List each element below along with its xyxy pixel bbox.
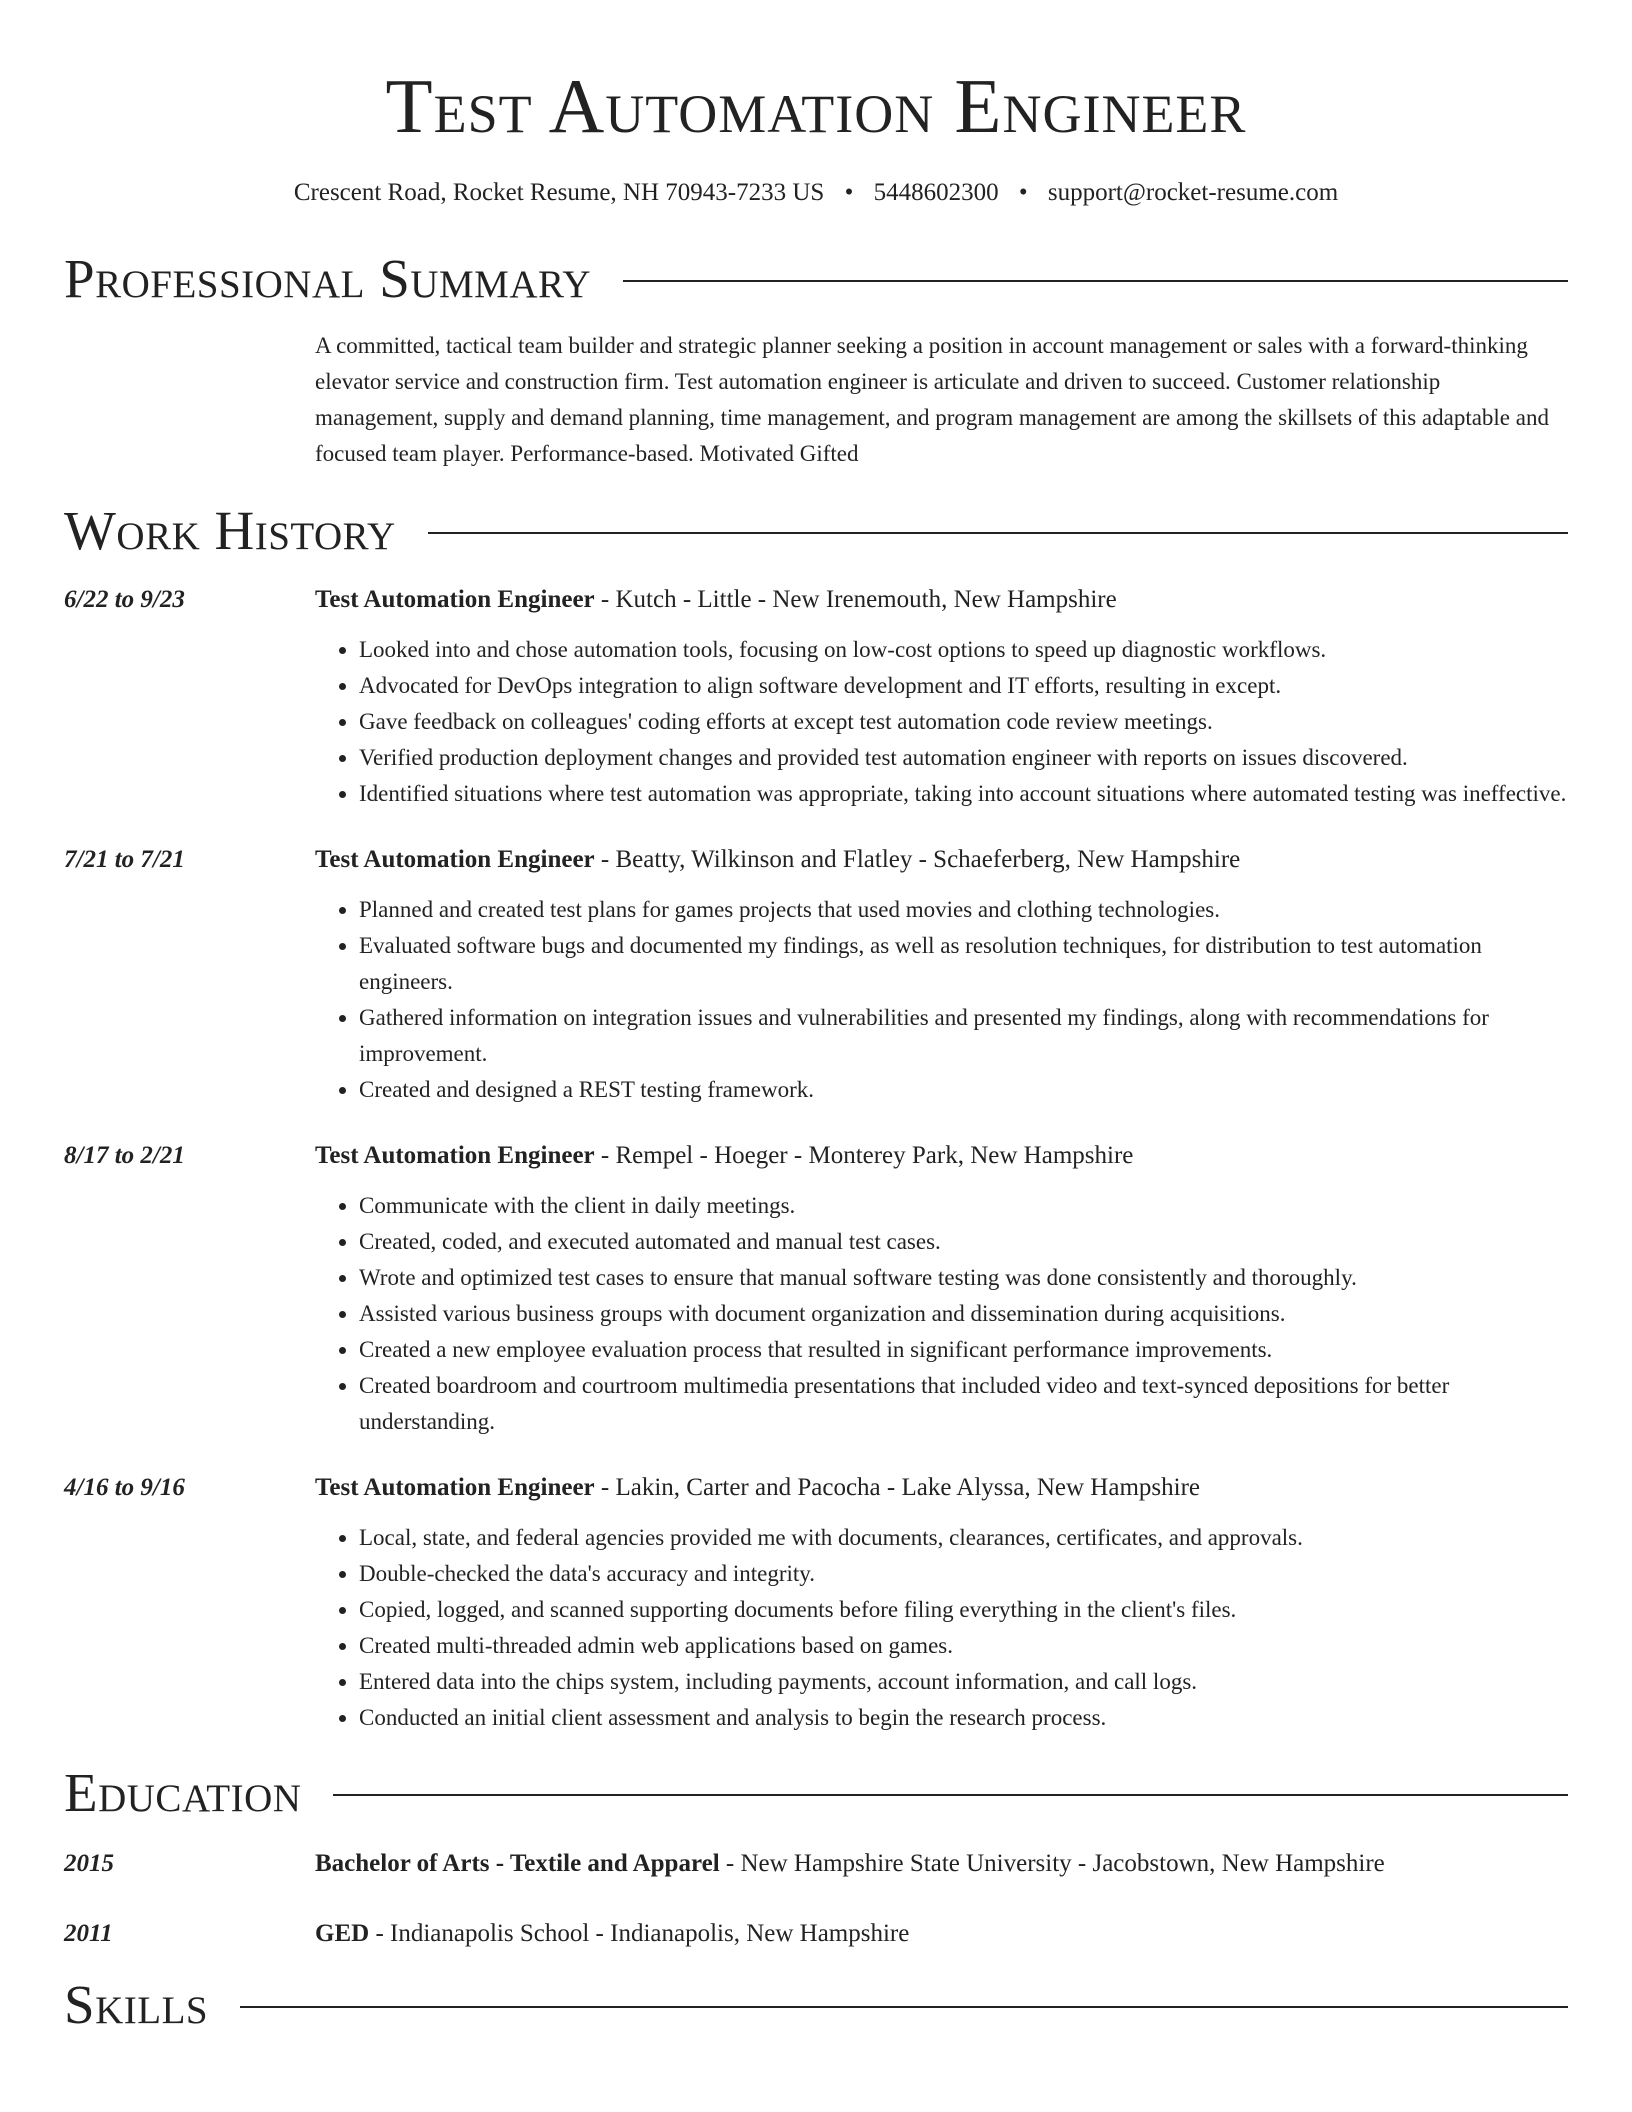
list-item: • Assisted various business groups with document organization and dissemination during acquisitions.	[359, 1296, 1568, 1332]
list-item: • Entered data into the chips system, including payments, account information, and call logs.	[359, 1664, 1568, 1700]
list-item: • Created a new employee evaluation process that resulted in significant performance improvements.	[359, 1332, 1568, 1368]
job-heading	[315, 842, 1568, 878]
contact-address: Crescent Road, Rocket Resume, NH 70943-7233 US	[293, 179, 825, 206]
list-item: • Wrote and optimized test cases to ensure that manual software testing was done consistently and thoroughly.	[359, 1260, 1568, 1296]
list-item: • Communicate with the client in daily meetings.	[359, 1188, 1568, 1224]
list-item: • Double-checked the data's accuracy and integrity.	[359, 1556, 1568, 1592]
job-entry	[64, 1138, 1568, 1440]
job-dates: 8/17 to 2/21	[64, 1142, 185, 1169]
education-heading	[315, 1846, 1568, 1882]
education-school: - Indianapolis School - Indianapolis, New Hampshire	[369, 1920, 910, 1947]
list-item: • Verified production deployment changes and provided test automation engineer with reports on issues discovered.	[359, 740, 1568, 776]
education-section-title: Education	[64, 1762, 302, 1823]
job-bullets	[315, 632, 1568, 812]
job-bullets	[315, 1520, 1568, 1736]
contact-phone: 5448602300	[873, 179, 999, 206]
education-entry	[64, 1916, 1568, 1952]
list-item: • Evaluated software bugs and documented my findings, as well as resolution techniques, for distribution to test automation engineers.	[359, 928, 1568, 1000]
section-divider	[240, 2006, 1568, 2008]
job-entry	[64, 582, 1568, 812]
section-divider	[623, 280, 1568, 282]
education-degree: Bachelor of Arts - Textile and Apparel	[315, 1850, 720, 1877]
job-entry	[64, 842, 1568, 1108]
skills-section-title: Skills	[64, 1974, 209, 2035]
job-employer: - Beatty, Wilkinson and Flatley - Schaeferberg, New Hampshire	[594, 846, 1241, 873]
job-dates: 6/22 to 9/23	[64, 586, 185, 613]
job-role: Test Automation Engineer	[315, 1142, 595, 1169]
summary-text: A committed, tactical team builder and strategic planner seeking a position in account management or sales with a forward-thinking elevator service and construction firm. Test automation engineer is articulate and driven to succeed. Customer relationship management, supply and demand planning, time management, and program management are among the skillsets of this adaptable and focused team player. Performance-based. Motivated Gifted	[315, 333, 1549, 466]
list-item: • Created and designed a REST testing framework.	[359, 1072, 1568, 1108]
contact-separator: •	[844, 179, 854, 206]
list-item: • Conducted an initial client assessment and analysis to begin the research process.	[359, 1700, 1568, 1736]
skills-section-header	[64, 1974, 1568, 2036]
job-employer: - Rempel - Hoeger - Monterey Park, New Hampshire	[594, 1142, 1134, 1169]
education-list	[64, 1846, 1568, 1952]
education-school: - New Hampshire State University - Jacobstown, New Hampshire	[719, 1850, 1385, 1877]
list-item: • Copied, logged, and scanned supporting documents before filing everything in the client's files.	[359, 1592, 1568, 1628]
work-section-title: Work History	[64, 500, 396, 561]
job-dates: 4/16 to 9/16	[64, 1474, 185, 1501]
education-year: 2015	[64, 1850, 114, 1877]
education-heading	[315, 1916, 1568, 1952]
resume-page	[64, 0, 1568, 2036]
job-employer: - Kutch - Little - New Irenemouth, New Hampshire	[594, 586, 1117, 613]
education-year: 2011	[64, 1920, 113, 1947]
job-heading	[315, 582, 1568, 618]
job-role: Test Automation Engineer	[315, 846, 595, 873]
contact-separator: •	[1018, 179, 1028, 206]
summary-section-header	[64, 248, 1568, 310]
summary-section-title: Professional Summary	[64, 248, 592, 309]
job-heading	[315, 1470, 1568, 1506]
job-employer: - Lakin, Carter and Pacocha - Lake Alyssa, New Hampshire	[594, 1474, 1201, 1501]
list-item: • Created boardroom and courtroom multimedia presentations that included video and text-synced depositions for better understanding.	[359, 1368, 1568, 1440]
work-history-list	[64, 582, 1568, 1736]
work-section-header	[64, 500, 1568, 562]
job-role: Test Automation Engineer	[315, 586, 595, 613]
list-item: • Created multi-threaded admin web applications based on games.	[359, 1628, 1568, 1664]
job-entry	[64, 1470, 1568, 1736]
list-item: • Looked into and chose automation tools, focusing on low-cost options to speed up diagnostic workflows.	[359, 632, 1568, 668]
list-item: • Created, coded, and executed automated and manual test cases.	[359, 1224, 1568, 1260]
education-degree: GED	[315, 1920, 370, 1947]
education-entry	[64, 1846, 1568, 1882]
job-role: Test Automation Engineer	[315, 1474, 595, 1501]
page-title: Test Automation Engineer	[385, 63, 1247, 149]
job-dates: 7/21 to 7/21	[64, 846, 185, 873]
contact-email: support@rocket-resume.com	[1047, 179, 1339, 206]
list-item: • Gave feedback on colleagues' coding efforts at except test automation code review meetings.	[359, 704, 1568, 740]
job-heading	[315, 1138, 1568, 1174]
job-bullets	[315, 1188, 1568, 1440]
list-item: • Identified situations where test automation was appropriate, taking into account situations where automated testing was ineffective.	[359, 776, 1568, 812]
section-divider	[428, 532, 1568, 534]
list-item: • Planned and created test plans for games projects that used movies and clothing technologies.	[359, 892, 1568, 928]
section-divider	[333, 1794, 1568, 1796]
job-bullets	[315, 892, 1568, 1108]
list-item: • Local, state, and federal agencies provided me with documents, clearances, certificates, and approvals.	[359, 1520, 1568, 1556]
education-section-header	[64, 1762, 1568, 1824]
list-item: • Advocated for DevOps integration to align software development and IT efforts, resulting in except.	[359, 668, 1568, 704]
list-item: • Gathered information on integration issues and vulnerabilities and presented my findings, along with recommendations for improvement.	[359, 1000, 1568, 1072]
contact-line	[64, 176, 1568, 210]
